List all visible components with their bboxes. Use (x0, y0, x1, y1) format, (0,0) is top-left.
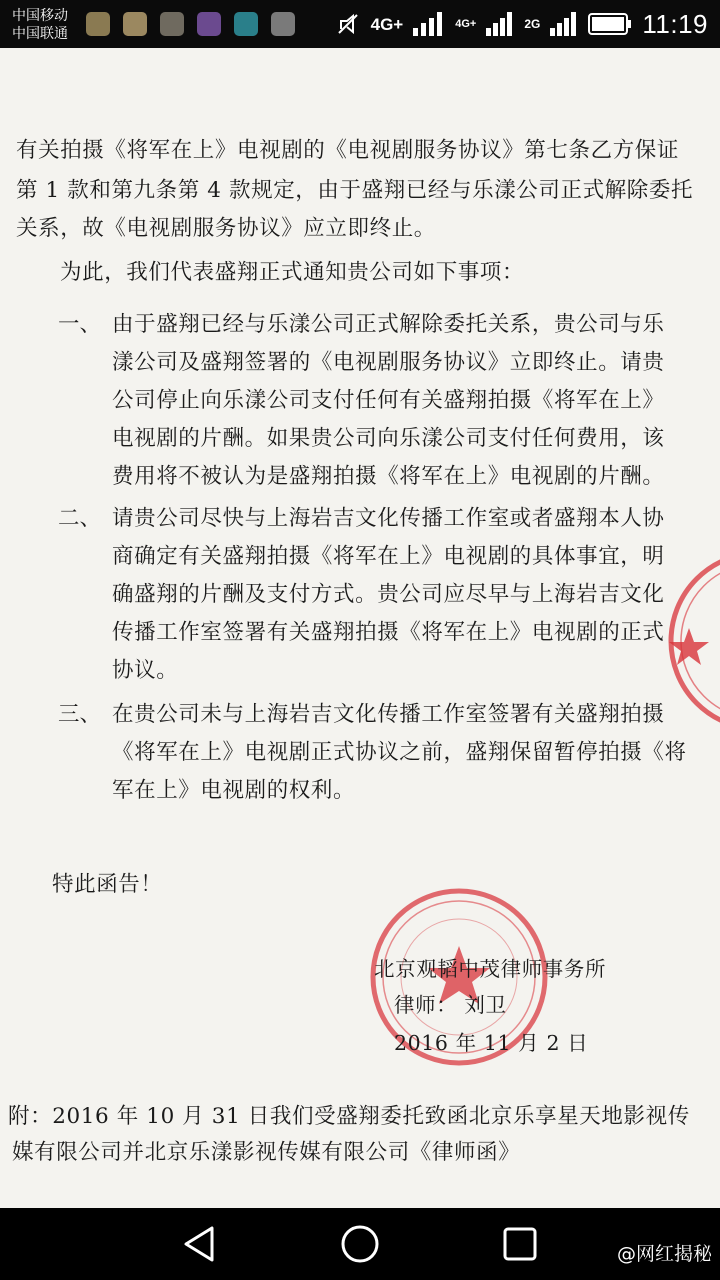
message-icon (160, 12, 184, 36)
status-indicators (335, 0, 708, 48)
network-1-label: 4G+ (370, 14, 404, 34)
intro-line: 第 1 款和第九条第 4 款规定，由于盛翔已经与乐漾公司正式解除委托 (16, 178, 694, 203)
item-line: 传播工作室签署有关盛翔拍摄《将军在上》电视剧的正式 (112, 620, 665, 645)
item-number: 二、 (58, 506, 102, 531)
item-number: 一、 (58, 312, 102, 337)
signal-icon (550, 12, 578, 36)
navigation-bar (0, 1208, 720, 1280)
appendix-line: 媒有限公司并北京乐漾影视传媒有限公司《律师函》 (12, 1140, 521, 1165)
carrier-info (12, 6, 68, 42)
carrier-2: 中国联通 (12, 25, 68, 41)
network-3-label: 2G (524, 16, 541, 31)
photo-icon (123, 12, 147, 36)
item-line: 漾公司及盛翔签署的《电视剧服务协议》立即终止。请贵 (112, 350, 665, 375)
intro-line: 有关拍摄《将军在上》电视剧的《电视剧服务协议》第七条乙方保证 (16, 138, 680, 163)
signature-lawyer: 律师： 刘卫 (394, 993, 507, 1017)
signature-firm: 北京观韬中茂律师事务所 (374, 957, 607, 981)
item-line: 在贵公司未与上海岩吉文化传播工作室签署有关盛翔拍摄 (112, 702, 665, 727)
home-icon[interactable] (338, 1222, 382, 1266)
item-line: 请贵公司尽快与上海岩吉文化传播工作室或者盛翔本人协 (112, 506, 665, 531)
item-line: 费用将不被认为是盛翔拍摄《将军在上》电视剧的片酬。 (112, 464, 665, 489)
item-line: 公司停止向乐漾公司支付任何有关盛翔拍摄《将军在上》 (112, 388, 665, 413)
item-line: 《将军在上》电视剧正式协议之前，盛翔保留暂停拍摄《将 (112, 740, 687, 765)
closing-line: 特此函告！ (52, 872, 163, 897)
watermark: @网红揭秘 (616, 1243, 712, 1265)
back-icon[interactable] (178, 1222, 222, 1266)
chat-icon (271, 12, 295, 36)
item-line: 电视剧的片酬。如果贵公司向乐漾公司支付任何费用，该 (112, 426, 665, 451)
signal-icon (486, 12, 514, 36)
appendix-line: 附：2016 年 10 月 31 日我们受盛翔委托致函北京乐享星天地影视传 (8, 1104, 690, 1129)
intro-line: 关系，故《电视剧服务协议》应立即终止。 (16, 216, 436, 241)
partial-seal-stamp (664, 546, 720, 736)
mute-icon (335, 11, 361, 37)
item-number: 三、 (58, 702, 102, 727)
carrier-1: 中国移动 (12, 7, 68, 23)
app-icon-tan (86, 12, 110, 36)
gallery-icon (197, 12, 221, 36)
item-line: 商确定有关盛翔拍摄《将军在上》电视剧的具体事宜，明 (112, 544, 665, 569)
signature-date: 2016 年 11 月 2 日 (394, 1031, 589, 1055)
notification-icons (86, 12, 295, 36)
recents-icon[interactable] (498, 1222, 542, 1266)
email-icon (234, 12, 258, 36)
item-line: 军在上》电视剧的权利。 (112, 778, 356, 803)
item-line: 确盛翔的片酬及支付方式。贵公司应尽早与上海岩吉文化 (112, 582, 665, 607)
signal-icon (413, 12, 445, 36)
battery-icon (588, 13, 632, 35)
notice-line: 为此，我们代表盛翔正式通知贵公司如下事项： (60, 260, 525, 285)
network-2-label: 4G+ (455, 17, 477, 30)
letter-document (0, 48, 720, 1208)
clock: 11:19 (642, 8, 708, 39)
item-line: 由于盛翔已经与乐漾公司正式解除委托关系，贵公司与乐 (112, 312, 665, 337)
status-bar (0, 0, 720, 48)
item-line: 协议。 (112, 658, 179, 683)
